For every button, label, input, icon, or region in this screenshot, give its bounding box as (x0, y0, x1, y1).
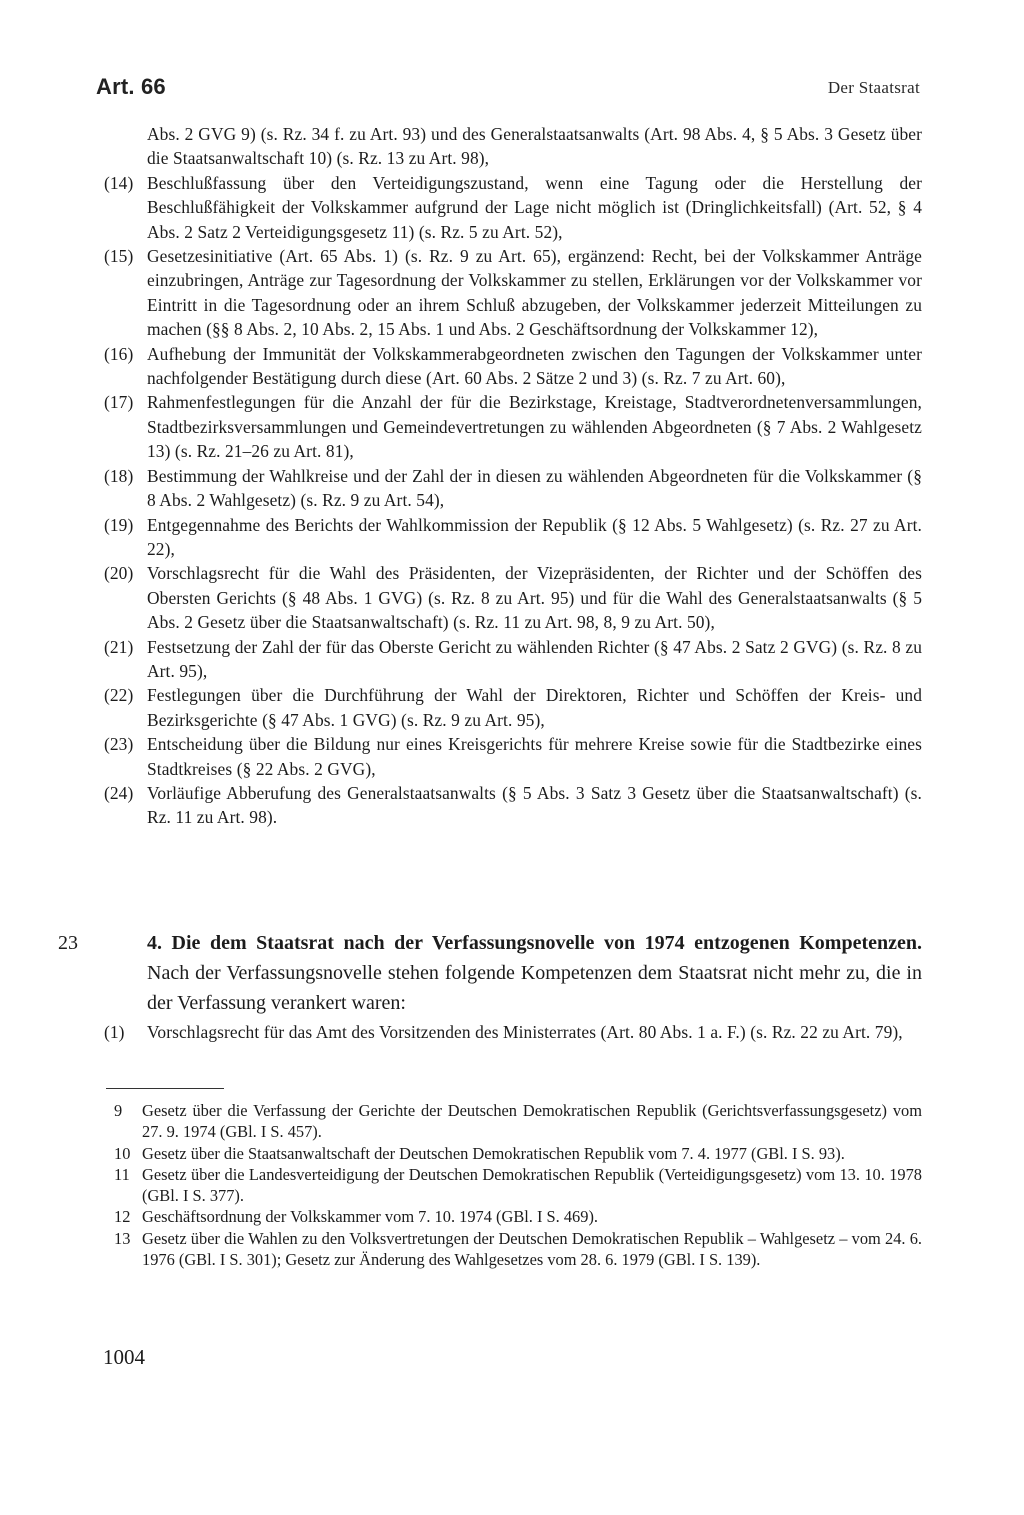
footnote (104, 1228, 922, 1271)
footnote-number: 12 (114, 1207, 131, 1227)
margin-number: 23 (58, 932, 78, 954)
item-text: Vorläufige Abberufung des Generalstaatsanwalts (§ 5 Abs. 3 Satz 3 Gesetz über die Staatsanwaltschaft) (s. Rz. 11 zu Art. 98). (147, 782, 922, 828)
item-number: (20) (104, 563, 134, 584)
item-text: Aufhebung der Immunität der Volkskammerabgeordneten zwischen den Tagungen der Volkskammer unter nachfolgender Bestätigung durch diese (Art. 60 Abs. 2 Sätze 2 und 3) (s. Rz. 7 zu Art. 60), (147, 343, 922, 389)
list-item (104, 561, 922, 634)
footnote (104, 1100, 922, 1143)
footnote-text: Gesetz über die Staatsanwaltschaft der Deutschen Demokratischen Republik vom 7. 4. 1977 (GBl. I S. 93). (142, 1143, 845, 1163)
item-text: Festlegungen über die Durchführung der Wahl der Direktoren, Richter und Schöffen der Kreis- und Bezirksgerichte (§ 47 Abs. 1 GVG) (s. Rz. 9 zu Art. 95), (147, 685, 922, 730)
item-text: Abs. 2 GVG 9) (s. Rz. 34 f. zu Art. 93) und des Generalstaatsanwalts (Art. 98 Abs. 4, § 5 Abs. 3 Gesetz über die Staatsanwaltschaft 10) (s. Rz. 13 zu Art. 98), (147, 124, 922, 169)
item-text: Vorschlagsrecht für die Wahl des Präsidenten, der Vizepräsidenten, der Richter und der Schöffen des Obersten Gerichts (§ 48 Abs. 1 GVG) (s. Rz. 8 zu Art. 95) und für die Wahl des Generalstaatsanwalts (§ 5 Abs. 2 Gesetz über die Staatsanwaltschaft) (s. Rz. 11 zu Art. 98, 8, 9 zu Art. 50), (147, 563, 922, 633)
footnote (104, 1206, 922, 1227)
footnote-number: 10 (114, 1143, 131, 1163)
item-number: (18) (104, 465, 134, 486)
item-number: (23) (104, 734, 134, 755)
footnote-number: 11 (114, 1164, 130, 1184)
page-number: 1004 (103, 1345, 145, 1369)
item-text: Entgegennahme des Berichts der Wahlkommission der Republik (§ 12 Abs. 5 Wahlgesetz) (s. Rz. 27 zu Art. 22), (147, 514, 922, 559)
list-item (104, 390, 922, 463)
item-text: Vorschlagsrecht für das Amt des Vorsitzenden des Ministerrates (Art. 80 Abs. 1 a. F.) (s. Rz. 22 zu Art. 79), (147, 1022, 903, 1042)
item-text: Entscheidung über die Bildung nur eines Kreisgerichts für mehrere Kreise sowie für die Stadtbezirke eines Stadtkreises (§ 22 Abs. 2 GVG), (147, 734, 922, 779)
section-paragraph (58, 928, 922, 1018)
item-number: (17) (104, 392, 134, 413)
footnote-divider (106, 1088, 224, 1089)
item-text: Rahmenfestlegungen für die Anzahl der für die Bezirkstage, Kreistage, Stadtverordnetenversammlungen, Stadtbezirksversammlungen und Gemeindevertretungen zu wählenden Abgeordneten (§ 7 Abs. 2 Wahlgesetz 13) (s. Rz. 21–26 zu Art. 81), (147, 392, 922, 462)
item-number: (24) (104, 782, 134, 803)
list-item (104, 122, 922, 171)
footnote-text: Gesetz über die Landesverteidigung der Deutschen Demokratischen Republik (Verteidigungsgesetz) vom 13. 10. 1978 (GBl. I S. 377). (142, 1164, 922, 1206)
list-item (104, 635, 922, 684)
footnote-text: Gesetz über die Wahlen zu den Volksvertretungen der Deutschen Demokratischen Republik – Wahlgesetz – vom 24. 6. 1976 (GBl. I S. 301); Gesetz zur Änderung des Wahlgesetzes vom 28. 6. 1979 (GBl. I S. 139). (142, 1228, 922, 1270)
running-head-title: Der Staatsrat (827, 78, 920, 97)
item-number: (22) (104, 685, 134, 706)
item-number: (19) (104, 514, 134, 535)
list-item (104, 244, 922, 342)
footnote-number: 13 (114, 1228, 131, 1248)
section-heading: 4. Die dem Staatsrat nach der Verfassungsnovelle von 1974 entzogenen Kompetenzen. (147, 932, 922, 954)
footnote (104, 1143, 922, 1164)
item-text: Gesetzesinitiative (Art. 65 Abs. 1) (s. Rz. 9 zu Art. 65), ergänzend: Recht, bei der Volkskammer Anträge einzubringen, Anträge zur Tagesordnung der Volkskammer zu stellen, Erklärungen vor der Volkskammer vor Eintritt in die Tagesordnung oder an ihrem Schluß abzugeben, der Volkskammer jederzeit Mitteilungen zu machen (§§ 8 Abs. 2, 10 Abs. 2, 15 Abs. 1 und Abs. 2 Geschäftsordnung der Volkskammer 12), (147, 246, 922, 340)
item-text: Bestimmung der Wahlkreise und der Zahl der in diesen zu wählenden Abgeordneten für die Volkskammer (§ 8 Abs. 2 Wahlgesetz) (s. Rz. 9 zu Art. 54), (147, 465, 922, 511)
withdrawn-competence-list (104, 1020, 922, 1044)
list-item (104, 513, 922, 562)
item-number: (21) (104, 636, 134, 657)
item-text: Beschlußfassung über den Verteidigungszustand, wenn eine Tagung oder die Herstellung der Beschlußfähigkeit der Volkskammer aufgrund der Lage nicht möglich ist (Dringlichkeitsfall) (Art. 52, § 4 Abs. 2 Satz 2 Verteidigungsgesetz 11) (s. Rz. 5 zu Art. 52), (147, 172, 922, 242)
list-item (104, 464, 922, 513)
list-item (104, 171, 922, 244)
footnote-number: 9 (114, 1101, 123, 1120)
article-number-header: Art. 66 (96, 74, 166, 99)
item-text: Festsetzung der Zahl der für das Oberste Gericht zu wählenden Richter (§ 47 Abs. 2 Satz 2 GVG) (s. Rz. 8 zu Art. 95), (147, 636, 922, 681)
item-number: (14) (104, 172, 134, 193)
list-item (104, 781, 922, 830)
list-item (104, 683, 922, 732)
list-item (104, 1020, 922, 1044)
footnote-text: Geschäftsordnung der Volkskammer vom 7. 10. 1974 (GBl. I S. 469). (142, 1207, 599, 1227)
list-item (104, 732, 922, 781)
item-number: (16) (104, 343, 134, 364)
footnote-text: Gesetz über die Verfassung der Gerichte der Deutschen Demokratischen Republik (Gerichtsverfassungsgesetz) vom 27. 9. 1974 (GBl. I S. 457). (142, 1101, 922, 1142)
section-text (147, 928, 922, 1018)
item-number: (15) (104, 246, 134, 267)
section-body: Nach der Verfassungsnovelle stehen folgende Kompetenzen dem Staatsrat nicht mehr zu, die in der Verfassung verankert waren: (147, 962, 922, 1014)
competence-list (104, 122, 922, 830)
item-number: (1) (104, 1022, 125, 1042)
list-item (104, 342, 922, 391)
footnotes (104, 1100, 922, 1270)
footnote (104, 1164, 922, 1207)
